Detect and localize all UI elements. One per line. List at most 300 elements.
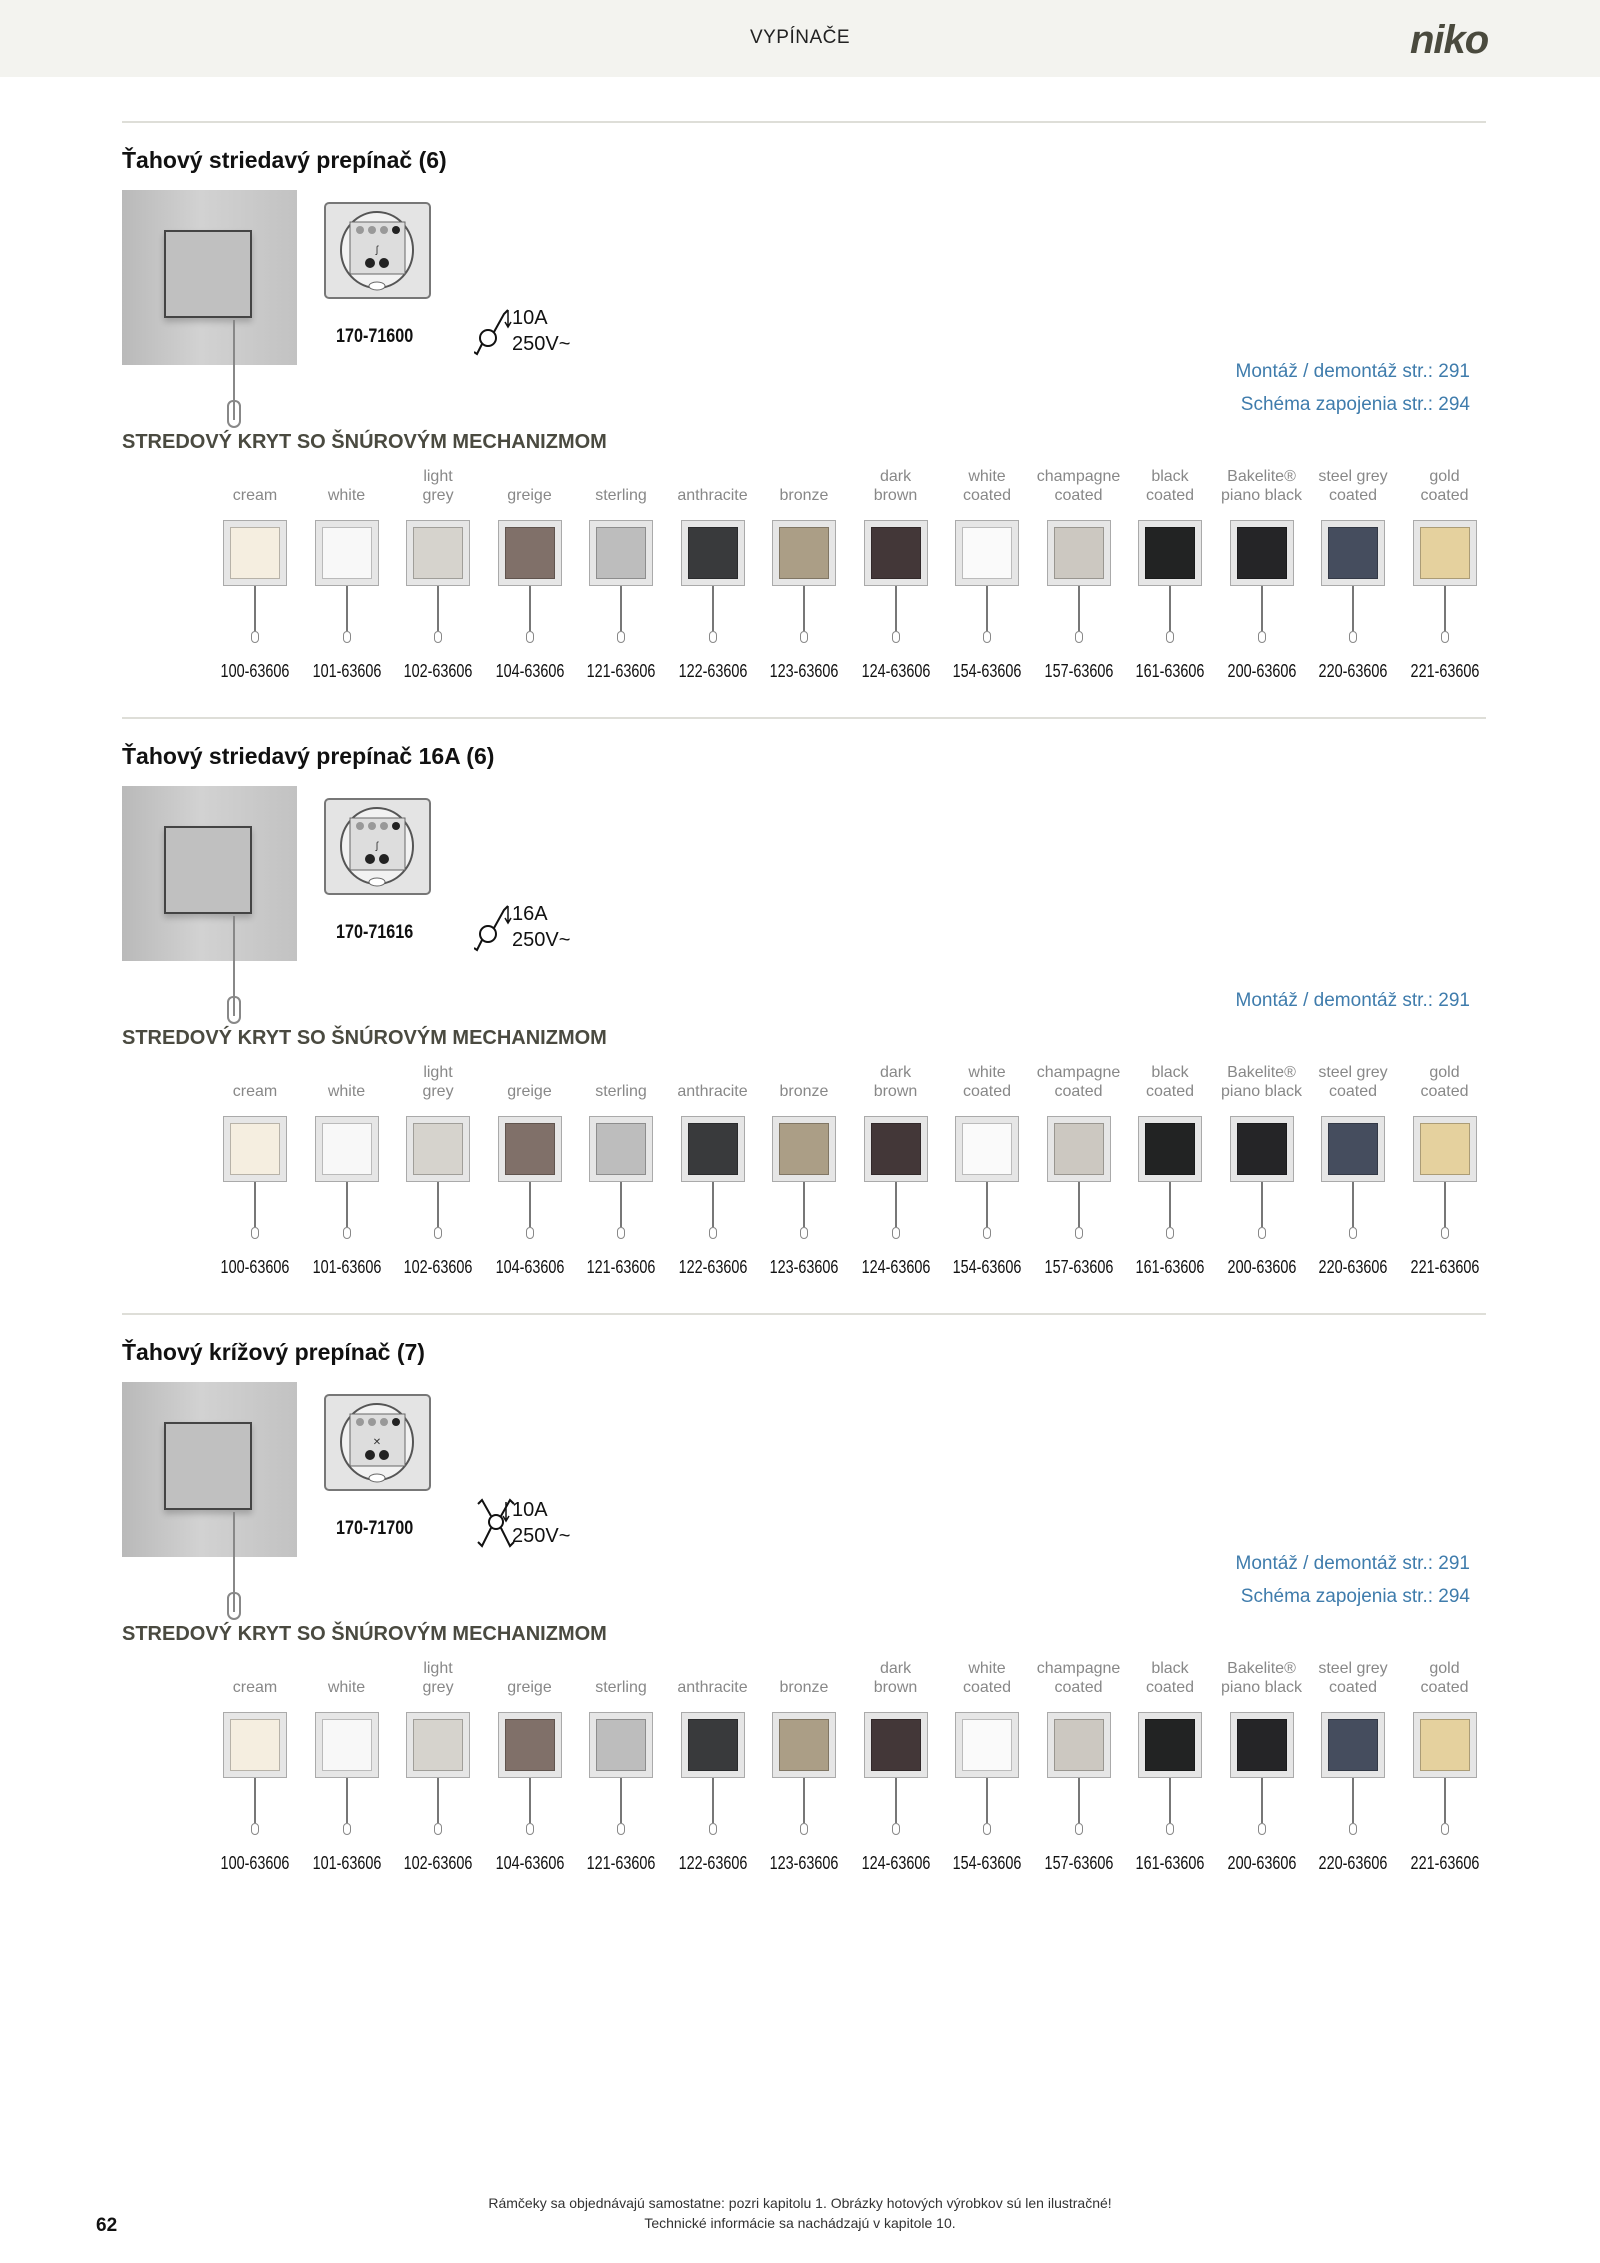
voltage-rating: 250V~ [512, 929, 571, 951]
cover-plate-image [1321, 1116, 1385, 1182]
pull-cord-loop [800, 631, 808, 643]
variant-label-line-1: dark [879, 1064, 912, 1081]
product-section [0, 717, 1600, 1297]
variant-article-code: 122-63606 [678, 1853, 747, 1873]
variant-label-line-2: brown [873, 487, 918, 504]
color-swatch [413, 527, 463, 579]
variant-label-line-1: light [423, 1660, 453, 1677]
page-reference-link[interactable]: Montáž / demontáž str.: 291 [1235, 1553, 1470, 1574]
pull-cord [986, 586, 988, 631]
variant-label-line-2: sterling [595, 487, 647, 504]
variant-label-line-1: light [423, 468, 453, 485]
variant-label-line-1: white [968, 1064, 1006, 1081]
color-variant [758, 1063, 850, 1278]
svg-text:✕: ✕ [372, 1437, 382, 1448]
color-variant [941, 467, 1033, 682]
variant-article-code: 200-63606 [1227, 1257, 1296, 1277]
color-swatch [1145, 1123, 1195, 1175]
cover-plate-image [772, 1116, 836, 1182]
variant-label-line-2: bronze [779, 1083, 829, 1100]
cover-plate-image [1138, 1116, 1202, 1182]
color-swatch [962, 527, 1012, 579]
pull-cord-loop [892, 1227, 900, 1239]
pull-cord-loop [434, 1823, 442, 1835]
variant-label-line-1: champagne [1036, 468, 1121, 485]
pull-cord-loop [1075, 1227, 1083, 1239]
color-variant [1307, 1063, 1399, 1278]
color-variant [1399, 1659, 1491, 1874]
variant-label-line-2: anthracite [677, 1083, 748, 1100]
variant-article-code: 124-63606 [861, 1257, 930, 1277]
color-variant [667, 467, 759, 682]
variant-label-line-2: grey [422, 1679, 454, 1696]
variant-label-line-2: piano black [1221, 487, 1302, 504]
variant-article-code: 101-63606 [312, 1257, 381, 1277]
color-variant [1216, 1659, 1308, 1874]
color-swatch [230, 527, 280, 579]
variant-color-name [1307, 467, 1399, 505]
cover-plate-image [1230, 520, 1294, 586]
variant-color-name [758, 467, 850, 505]
color-variant [1307, 467, 1399, 682]
color-variant [850, 467, 942, 682]
color-swatch [688, 1719, 738, 1771]
page-number: 62 [96, 2215, 118, 2236]
pull-cord-loop [617, 631, 625, 643]
variant-label-line-1: gold [1429, 468, 1460, 485]
variant-label-line-2: sterling [595, 1083, 647, 1100]
mechanism-image [320, 198, 435, 303]
pull-cord-loop [1349, 631, 1357, 643]
section-divider [122, 1313, 1486, 1315]
section-title: Ťahový striedavý prepínač 16A (6) [122, 743, 495, 769]
color-variant [758, 1659, 850, 1874]
color-swatch [230, 1719, 280, 1771]
color-swatch [688, 527, 738, 579]
color-variant [209, 467, 301, 682]
pull-cord [1078, 586, 1080, 631]
variant-label-line-1: steel grey [1318, 1660, 1388, 1677]
footer-note [0, 2193, 1600, 2233]
color-variant [1124, 1063, 1216, 1278]
variant-label-line-2: greige [507, 1679, 552, 1696]
color-swatch [1328, 527, 1378, 579]
voltage-rating: 250V~ [512, 1525, 571, 1547]
variant-color-name [758, 1659, 850, 1697]
variant-article-code: 154-63606 [952, 1853, 1022, 1873]
section-title: Ťahový krížový prepínač (7) [122, 1339, 425, 1365]
color-swatch [1420, 1719, 1470, 1771]
color-swatch [962, 1719, 1012, 1771]
cover-plate-image [1138, 520, 1202, 586]
pull-cord [1444, 1182, 1446, 1227]
variant-color-name [1307, 1659, 1399, 1697]
variant-article-code: 157-63606 [1044, 661, 1113, 681]
cover-plate-image [772, 520, 836, 586]
pull-cord-loop [709, 631, 717, 643]
variant-article-code: 122-63606 [678, 661, 747, 681]
variant-label-line-1: black [1151, 1064, 1189, 1081]
pull-cord [986, 1778, 988, 1823]
cover-plate-image [1047, 1116, 1111, 1182]
color-swatch [1328, 1123, 1378, 1175]
pull-cord [1352, 586, 1354, 631]
cover-plate-image [681, 1712, 745, 1778]
variant-color-name [575, 1063, 667, 1101]
pull-cord [346, 1778, 348, 1823]
pull-cord [346, 1182, 348, 1227]
color-variant [484, 1063, 576, 1278]
variant-article-code: 121-63606 [586, 661, 656, 681]
variant-color-name [209, 1659, 301, 1697]
variant-article-code: 104-63606 [495, 661, 564, 681]
pull-cord [254, 1182, 256, 1227]
variant-color-name [209, 467, 301, 505]
cover-plate-image [681, 1116, 745, 1182]
variant-label-line-2: cream [232, 487, 278, 504]
color-variant [850, 1063, 942, 1278]
color-swatch [1054, 1123, 1104, 1175]
variant-color-name [941, 467, 1033, 505]
pull-cord-loop [1441, 1823, 1449, 1835]
cover-subheading: STREDOVÝ KRYT SO ŠNÚROVÝM MECHANIZMOM [122, 1027, 607, 1049]
color-swatch [1420, 1123, 1470, 1175]
color-swatch [1237, 527, 1287, 579]
variant-color-name [1216, 1063, 1308, 1101]
pull-cord-loop [1075, 1823, 1083, 1835]
pull-cord [1444, 1778, 1446, 1823]
variant-article-code: 102-63606 [403, 1257, 473, 1277]
color-swatch [596, 1719, 646, 1771]
color-swatch [505, 527, 555, 579]
variant-color-name [301, 1659, 393, 1697]
variant-article-code: 200-63606 [1227, 1853, 1296, 1873]
variant-article-code: 200-63606 [1227, 661, 1296, 681]
pull-cord-loop [526, 1823, 534, 1835]
mechanism-article-code: 170-71700 [336, 1518, 414, 1539]
variant-article-code: 123-63606 [769, 1257, 839, 1277]
footer-line-2: Technické informácie sa nachádzajú v kapitole 10. [644, 2215, 956, 2231]
cover-plate-image [589, 1116, 653, 1182]
pull-cord [1261, 1182, 1263, 1227]
variant-color-name [667, 1063, 759, 1101]
variant-color-name [1033, 467, 1125, 505]
variant-label-line-2: coated [1145, 487, 1195, 504]
variant-label-line-2: anthracite [677, 1679, 748, 1696]
variant-label-line-2: greige [507, 487, 552, 504]
variant-label-line-1: steel grey [1318, 468, 1388, 485]
pull-cord [620, 1778, 622, 1823]
color-variant [1033, 1659, 1125, 1874]
cover-plate-image [864, 1116, 928, 1182]
current-rating: 10A [512, 1499, 548, 1521]
color-swatch [779, 527, 829, 579]
variant-label-line-1: black [1151, 468, 1189, 485]
variant-label-line-2: coated [962, 1083, 1012, 1100]
pull-cord-loop [1166, 1823, 1174, 1835]
pull-cord [1352, 1778, 1354, 1823]
variant-color-name [667, 467, 759, 505]
cover-plate-image [1230, 1712, 1294, 1778]
color-variant [1399, 1063, 1491, 1278]
pull-cord [712, 1778, 714, 1823]
variant-color-name [1399, 1063, 1491, 1101]
pull-cord [712, 1182, 714, 1227]
cover-plate-image [498, 1116, 562, 1182]
variant-article-code: 101-63606 [312, 661, 381, 681]
variant-article-code: 124-63606 [861, 1853, 930, 1873]
cover-plate-image [223, 520, 287, 586]
pull-cord [803, 586, 805, 631]
cover-plate-image [955, 520, 1019, 586]
page-reference-link[interactable]: Montáž / demontáž str.: 291 [1235, 361, 1470, 382]
variant-label-line-2: cream [232, 1679, 278, 1696]
reference-links [1236, 945, 1470, 1017]
variant-label-line-2: coated [1145, 1083, 1195, 1100]
pull-cord [803, 1182, 805, 1227]
color-variant [1033, 1063, 1125, 1278]
color-swatch [413, 1719, 463, 1771]
section-title: Ťahový striedavý prepínač (6) [122, 147, 447, 173]
color-swatch [230, 1123, 280, 1175]
pull-cord-loop [800, 1823, 808, 1835]
cover-plate-image [1230, 1116, 1294, 1182]
product-section [0, 121, 1600, 701]
variant-color-name [301, 1063, 393, 1101]
variant-color-name [1216, 1659, 1308, 1697]
voltage-rating: 250V~ [512, 333, 571, 355]
variant-label-line-2: cream [232, 1083, 278, 1100]
color-variant [850, 1659, 942, 1874]
variant-article-code: 161-63606 [1135, 1257, 1205, 1277]
cover-plate-image [1047, 1712, 1111, 1778]
variant-article-code: 221-63606 [1410, 1853, 1479, 1873]
pull-cord-loop [1258, 631, 1266, 643]
mechanism-image [320, 794, 435, 899]
pull-cord [1078, 1778, 1080, 1823]
variant-article-code: 101-63606 [312, 1853, 381, 1873]
color-variant [667, 1063, 759, 1278]
color-variant [667, 1659, 759, 1874]
cover-subheading: STREDOVÝ KRYT SO ŠNÚROVÝM MECHANIZMOM [122, 1623, 607, 1645]
pull-cord [529, 1182, 531, 1227]
variant-label-line-1: steel grey [1318, 1064, 1388, 1081]
pull-cord [1352, 1182, 1354, 1227]
variant-label-line-1: gold [1429, 1660, 1460, 1677]
pull-cord-loop [1166, 631, 1174, 643]
cover-subheading: STREDOVÝ KRYT SO ŠNÚROVÝM MECHANIZMOM [122, 431, 607, 453]
variant-article-code: 122-63606 [678, 1257, 747, 1277]
color-swatch [871, 527, 921, 579]
pull-cord [1444, 586, 1446, 631]
variant-article-code: 221-63606 [1410, 661, 1479, 681]
cover-plate-image [772, 1712, 836, 1778]
variant-color-name [484, 467, 576, 505]
reference-links [1236, 1541, 1470, 1613]
variant-color-name [1307, 1063, 1399, 1101]
variant-label-line-1: champagne [1036, 1064, 1121, 1081]
mechanism-article-code: 170-71616 [336, 922, 414, 943]
color-variant [575, 467, 667, 682]
variant-article-code: 100-63606 [220, 1853, 290, 1873]
cover-plate-image [406, 1116, 470, 1182]
pull-cord [986, 1182, 988, 1227]
pull-cord [803, 1778, 805, 1823]
product-section [0, 1313, 1600, 1893]
pull-cord [1169, 1778, 1171, 1823]
electrical-rating [512, 901, 570, 953]
color-swatch [322, 527, 372, 579]
product-photo [122, 786, 297, 961]
color-swatch [1237, 1123, 1287, 1175]
pull-cord [895, 1182, 897, 1227]
cover-plate-image [315, 520, 379, 586]
niko-logo: niko [1410, 18, 1489, 62]
pull-cord-loop [251, 631, 259, 643]
variant-label-line-2: coated [962, 1679, 1012, 1696]
switch-plate [164, 1422, 252, 1510]
pull-cord-loop [1349, 1823, 1357, 1835]
variant-label-line-2: coated [1054, 487, 1103, 504]
color-swatch [413, 1123, 463, 1175]
pull-cord-loop [1075, 631, 1083, 643]
cover-plate-image [955, 1712, 1019, 1778]
color-swatch [779, 1123, 829, 1175]
variant-label-line-2: piano black [1221, 1083, 1302, 1100]
color-swatch [688, 1123, 738, 1175]
cover-plate-image [955, 1116, 1019, 1182]
color-variant [484, 467, 576, 682]
section-divider [122, 717, 1486, 719]
pull-cord-loop [983, 1227, 991, 1239]
variant-color-name [1124, 467, 1216, 505]
pull-cord-loop [1349, 1227, 1357, 1239]
variant-article-code: 161-63606 [1135, 1853, 1205, 1873]
page-reference-link[interactable]: Schéma zapojenia str.: 294 [1240, 1586, 1470, 1607]
cover-plate-image [1321, 520, 1385, 586]
mechanism-article-code: 170-71600 [336, 326, 414, 347]
color-variant [209, 1063, 301, 1278]
variant-article-code: 220-63606 [1318, 1257, 1388, 1277]
pull-cord [529, 1778, 531, 1823]
variant-color-name [484, 1659, 576, 1697]
variant-article-code: 102-63606 [403, 661, 473, 681]
pull-cord [1261, 1778, 1263, 1823]
variant-label-line-2: coated [1420, 1083, 1469, 1100]
variant-label-line-1: Bakelite® [1227, 1660, 1296, 1677]
variant-color-name [941, 1063, 1033, 1101]
pull-cord-loop [1441, 631, 1449, 643]
color-swatch [871, 1123, 921, 1175]
pull-cord [437, 586, 439, 631]
pull-cord-loop [709, 1227, 717, 1239]
variant-article-code: 104-63606 [495, 1257, 564, 1277]
cover-plate-image [1047, 520, 1111, 586]
pull-cord-loop [617, 1823, 625, 1835]
pull-cord-loop [227, 1592, 241, 1620]
variant-color-name [1033, 1659, 1125, 1697]
variant-color-name [667, 1659, 759, 1697]
pull-cord [254, 1778, 256, 1823]
electrical-rating [512, 305, 570, 357]
color-variant [484, 1659, 576, 1874]
color-swatch [505, 1123, 555, 1175]
color-variant [301, 467, 393, 682]
variant-article-code: 104-63606 [495, 1853, 564, 1873]
pull-cord-loop [1258, 1227, 1266, 1239]
pull-cord [712, 586, 714, 631]
variant-label-line-2: coated [1328, 1083, 1378, 1100]
cover-plate-image [223, 1712, 287, 1778]
variant-color-name [1033, 1063, 1125, 1101]
variant-article-code: 161-63606 [1135, 661, 1205, 681]
chapter-title: VYPÍNAČE [749, 27, 851, 48]
color-variant [1216, 1063, 1308, 1278]
cover-plate-image [1321, 1712, 1385, 1778]
variant-color-name [392, 1063, 484, 1101]
variant-label-line-1: dark [879, 468, 912, 485]
cover-plate-image [681, 520, 745, 586]
variant-color-name [392, 1659, 484, 1697]
variant-label-line-2: coated [1328, 1679, 1378, 1696]
pull-cord [1078, 1182, 1080, 1227]
footer-line-1: Rámčeky sa objednávajú samostatne: pozri kapitolu 1. Obrázky hotových výrobkov sú len ilustračné! [488, 2195, 1112, 2211]
variant-label-line-2: coated [1054, 1679, 1103, 1696]
color-variant [575, 1659, 667, 1874]
color-swatch [1237, 1719, 1287, 1771]
color-swatch [779, 1719, 829, 1771]
variant-label-line-2: white [327, 1083, 366, 1100]
pull-cord-loop [892, 1823, 900, 1835]
pull-cord-loop [251, 1227, 259, 1239]
pull-cord [346, 586, 348, 631]
variant-article-code: 157-63606 [1044, 1853, 1113, 1873]
current-rating: 16A [512, 903, 548, 925]
variant-article-code: 154-63606 [952, 1257, 1022, 1277]
color-swatch [871, 1719, 921, 1771]
page-reference-link[interactable]: Schéma zapojenia str.: 294 [1240, 394, 1470, 415]
variant-label-line-2: anthracite [677, 487, 748, 504]
variant-label-line-2: bronze [779, 487, 829, 504]
variant-label-line-1: dark [879, 1660, 912, 1677]
page-reference-link[interactable]: Montáž / demontáž str.: 291 [1235, 990, 1470, 1011]
switch-plate [164, 230, 252, 318]
variant-label-line-2: bronze [779, 1679, 829, 1696]
color-variant [941, 1063, 1033, 1278]
cover-plate-image [315, 1116, 379, 1182]
color-variant [941, 1659, 1033, 1874]
variant-article-code: 123-63606 [769, 1853, 839, 1873]
variant-label-line-2: brown [873, 1679, 918, 1696]
variant-article-code: 221-63606 [1410, 1257, 1479, 1277]
variant-color-name [1216, 467, 1308, 505]
mechanism-image [320, 1390, 435, 1495]
switch-plate [164, 826, 252, 914]
variant-label-line-2: coated [1145, 1679, 1195, 1696]
color-variant [209, 1659, 301, 1874]
variant-article-code: 220-63606 [1318, 661, 1388, 681]
color-variant [392, 467, 484, 682]
variant-color-name [758, 1063, 850, 1101]
variant-color-name [1124, 1659, 1216, 1697]
variant-color-name [392, 467, 484, 505]
svg-text:ʃ: ʃ [375, 841, 379, 852]
variant-color-name [1399, 467, 1491, 505]
pull-cord [895, 586, 897, 631]
color-swatch [962, 1123, 1012, 1175]
cover-plate-image [1413, 1712, 1477, 1778]
pull-cord [437, 1778, 439, 1823]
